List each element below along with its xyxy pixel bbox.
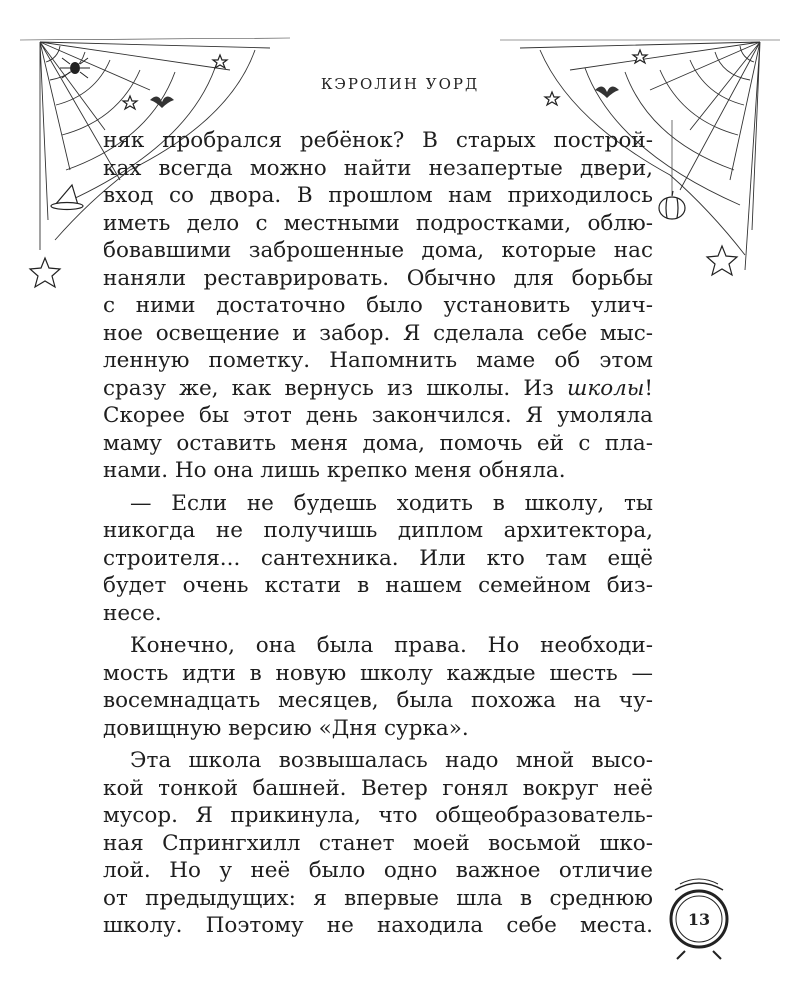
text-segment: сразу же, как вернусь из школы. Из [103, 375, 567, 401]
text-line: несе. [103, 600, 162, 626]
pumpkin-icon [659, 191, 685, 219]
text-line: — Если не будешь ходить в школу, ты [130, 490, 653, 516]
exclamation-mark: ! [644, 375, 653, 401]
text-line: мусор. Я прикинула, что общеобразователь- [103, 803, 653, 828]
body-text [103, 127, 653, 940]
running-head: КЭРОЛИН УОРД [320, 75, 480, 93]
text-line: довищную версию «Дня сурка». [103, 715, 469, 741]
text-line: кой тонкой башней. Ветер гонял вокруг неё [103, 775, 653, 801]
page-number: 13 [687, 910, 711, 929]
text-line [103, 375, 653, 403]
text-line: ное освещение и забор. Я сделала себе мыс- [103, 320, 653, 346]
text-line: наняли реставрировать. Обычно для борьбы [103, 265, 653, 291]
text-line: няк пробрался ребёнок? В старых построй- [103, 128, 653, 153]
text-line: мость идти в новую школу каждые шесть — [103, 660, 653, 686]
text-line: никогда не получишь диплом архитектора, [103, 518, 653, 543]
text-line: иметь дело с местными подростками, облю- [103, 210, 653, 236]
text-line: Конечно, она была права. Но необходи- [130, 633, 653, 658]
text-line: маму оставить меня дома, помочь ей с пла- [103, 430, 653, 456]
text-line: лой. Но у неё было одно важное отличие [103, 858, 653, 883]
text-line: бовавшими заброшенные дома, которые нас [103, 238, 653, 263]
italic-word: школы [567, 375, 645, 401]
text-line: будет очень кстати в нашем семейном биз- [103, 573, 653, 598]
witch-hat-icon [51, 185, 83, 210]
text-line: школу. Поэтому не находила себе места. [103, 913, 653, 938]
text-line: ная Спрингхилл станет моей восьмой шко- [103, 830, 653, 856]
text-line: Эта школа возвышалась надо мной высо- [130, 748, 653, 773]
text-line: строителя... сантехника. Или кто там ещё [103, 545, 653, 571]
text-line: от предыдущих: я впервые шла в среднюю [103, 885, 653, 911]
text-line: восемнадцать месяцев, была похожа на чу- [103, 688, 653, 713]
text-line: нами. Но она лишь крепко меня обняла. [103, 458, 566, 483]
text-line: Скорее бы этот день закончился. Я умоляла [103, 403, 653, 428]
text-line: ках всегда можно найти незапертые двери, [103, 155, 653, 181]
text-line: с ними достаточно было установить улич- [103, 293, 653, 318]
text-line: вход со двора. В прошлом нам приходилось [103, 183, 653, 208]
text-line: ленную пометку. Напомнить маме об этом [103, 348, 653, 373]
